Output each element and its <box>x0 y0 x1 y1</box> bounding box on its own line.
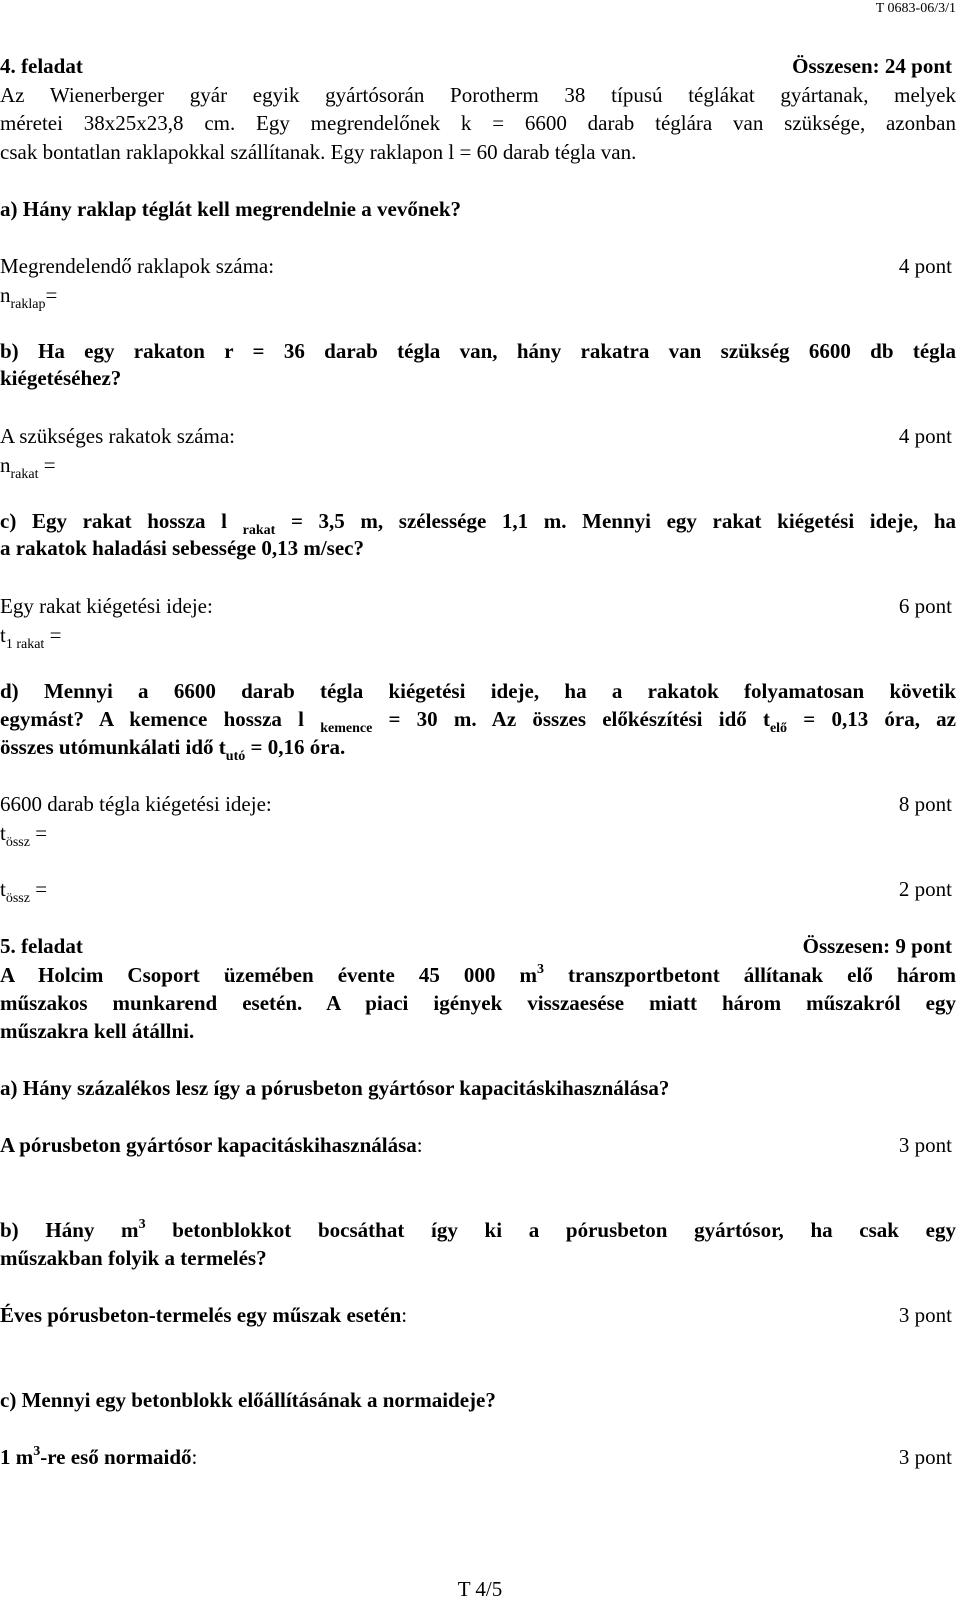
task4b-label: A szükséges rakatok száma: <box>0 424 236 448</box>
label-text: 1 m <box>0 1445 34 1469</box>
task5b-question-line2: műszakban folyik a termelés? <box>0 1246 267 1270</box>
task4c-answer-row <box>0 592 956 621</box>
q-superscript: 3 <box>537 962 544 977</box>
task5-total: Összesen: 9 pont <box>802 934 952 958</box>
page-number: T 4/5 <box>457 1577 503 1601</box>
formula-equals: = <box>38 453 56 477</box>
task4c-points: 6 pont <box>898 594 952 618</box>
task4a-answer-row <box>0 252 956 281</box>
colon: : <box>191 1445 198 1469</box>
task5-title: 5. feladat <box>0 934 83 958</box>
q-text: egymást? A kemence hossza l <box>0 707 321 731</box>
formula-var: t <box>0 623 6 647</box>
formula-equals: = <box>44 623 62 647</box>
task4a-label: Megrendelendő raklapok száma: <box>0 254 275 278</box>
formula-subscript: össz <box>5 891 30 906</box>
formula-subscript: össz <box>5 835 30 850</box>
q-text: összes utómunkálati idő t <box>0 735 226 759</box>
q-text: = 0,16 óra. <box>245 735 346 759</box>
task4d-points-2: 2 pont <box>898 877 952 901</box>
task5-intro-line3: műszakra kell átállni. <box>0 1019 195 1043</box>
q-text: = 30 m. Az összes előkészítési idő t <box>372 707 770 731</box>
task4c-formula <box>0 621 956 653</box>
task5c-points: 3 pont <box>898 1445 952 1469</box>
task4-intro-line3: csak bontatlan raklapokkal szállítanak. Egy raklapon l = 60 darab tégla van. <box>0 140 637 164</box>
formula-subscript: 1 rakat <box>5 637 45 652</box>
label-text: -re eső normaidő <box>40 1445 192 1469</box>
colon: : <box>401 1303 408 1327</box>
q-text: A Holcim Csoport üzemében évente 45 000 m <box>0 963 537 987</box>
formula-var: n <box>0 283 11 307</box>
q-text: c) Egy rakat hossza l <box>0 509 243 533</box>
task4c-label: Egy rakat kiégetési ideje: <box>0 594 213 618</box>
task4d-points: 8 pont <box>898 792 952 816</box>
task5c-label <box>0 1445 192 1469</box>
task5a-answer-row <box>0 1131 956 1160</box>
task5c-answer-row <box>0 1443 956 1475</box>
formula-var: t <box>0 821 6 845</box>
q-subscript: rakat <box>242 523 276 538</box>
formula-subscript: raklap <box>10 297 46 312</box>
task4d-formula <box>0 819 956 851</box>
q-text: transzportbetont állítanak elő három <box>544 963 956 987</box>
task4c-question-line2: a rakatok haladási sebessége 0,13 m/sec? <box>0 536 364 560</box>
task4-intro-line1: Az Wienerberger gyár egyik gyártósorán Porotherm 38 típusú téglákat gyártanak, melyek <box>0 83 956 107</box>
task5a-points: 3 pont <box>898 1133 952 1157</box>
task5c-question: c) Mennyi egy betonblokk előállításának a normaideje? <box>0 1388 496 1412</box>
task4d-question-line3 <box>0 733 956 765</box>
q-subscript: kemence <box>320 721 373 736</box>
formula-var: t <box>0 877 6 901</box>
task4-title: 4. feladat <box>0 54 83 78</box>
document-code: T 0683-06/3/1 <box>875 1 956 16</box>
task5a-question: a) Hány százalékos lesz így a pórusbeton gyártósor kapacitáskihasználása? <box>0 1076 670 1100</box>
formula-subscript: rakat <box>10 467 39 482</box>
q-text: = 0,13 óra, az <box>787 707 956 731</box>
task4d-question-line1: d) Mennyi a 6600 darab tégla kiégetési ideje, ha a rakatok folyamatosan követik <box>0 679 956 703</box>
q-subscript: utó <box>225 749 246 764</box>
formula-var: n <box>0 453 11 477</box>
label-superscript: 3 <box>33 1444 41 1459</box>
task4a-formula <box>0 281 956 313</box>
task4b-formula <box>0 451 956 483</box>
q-text: b) Hány m <box>0 1218 139 1242</box>
task5b-label: Éves pórusbeton-termelés egy műszak esetén <box>0 1303 402 1327</box>
task4a-points: 4 pont <box>898 254 952 278</box>
task5a-label: A pórusbeton gyártósor kapacitáskihasználása <box>0 1133 417 1157</box>
formula-equals: = <box>29 877 48 901</box>
task4d-label: 6600 darab tégla kiégetési ideje: <box>0 792 272 816</box>
q-superscript: 3 <box>138 1217 146 1232</box>
task4a-question: a) Hány raklap téglát kell megrendelnie a vevőnek? <box>0 197 462 221</box>
task5b-answer-row <box>0 1301 956 1330</box>
formula-equals: = <box>45 283 58 307</box>
task4b-points: 4 pont <box>898 424 952 448</box>
task4-intro-line2: méretei 38x25x23,8 cm. Egy megrendelőnek k = 6600 darab téglára van szüksége, azonban <box>0 111 956 135</box>
formula-equals: = <box>29 821 48 845</box>
task4d-formula-2 <box>0 875 956 907</box>
colon: : <box>416 1133 423 1157</box>
task4b-question-line2: kiégetéséhez? <box>0 366 122 390</box>
q-subscript: elő <box>769 721 788 736</box>
task4b-answer-row <box>0 422 956 451</box>
q-text: = 3,5 m, szélessége 1,1 m. Mennyi egy rakat kiégetési ideje, ha <box>275 509 956 533</box>
task4b-question-line1: b) Ha egy rakaton r = 36 darab tégla van, hány rakatra van szükség 6600 db tégla <box>0 339 956 363</box>
task4-total: Összesen: 24 pont <box>792 54 952 78</box>
task4d-answer-row <box>0 790 956 819</box>
task5-intro-line2: műszakos munkarend esetén. A piaci igények visszaesése miatt három műszakról egy <box>0 991 956 1015</box>
q-text: betonblokkot bocsáthat így ki a pórusbeton gyártósor, ha csak egy <box>145 1218 956 1242</box>
task4-heading <box>0 52 956 81</box>
task5-heading <box>0 932 956 961</box>
task5b-points: 3 pont <box>898 1303 952 1327</box>
